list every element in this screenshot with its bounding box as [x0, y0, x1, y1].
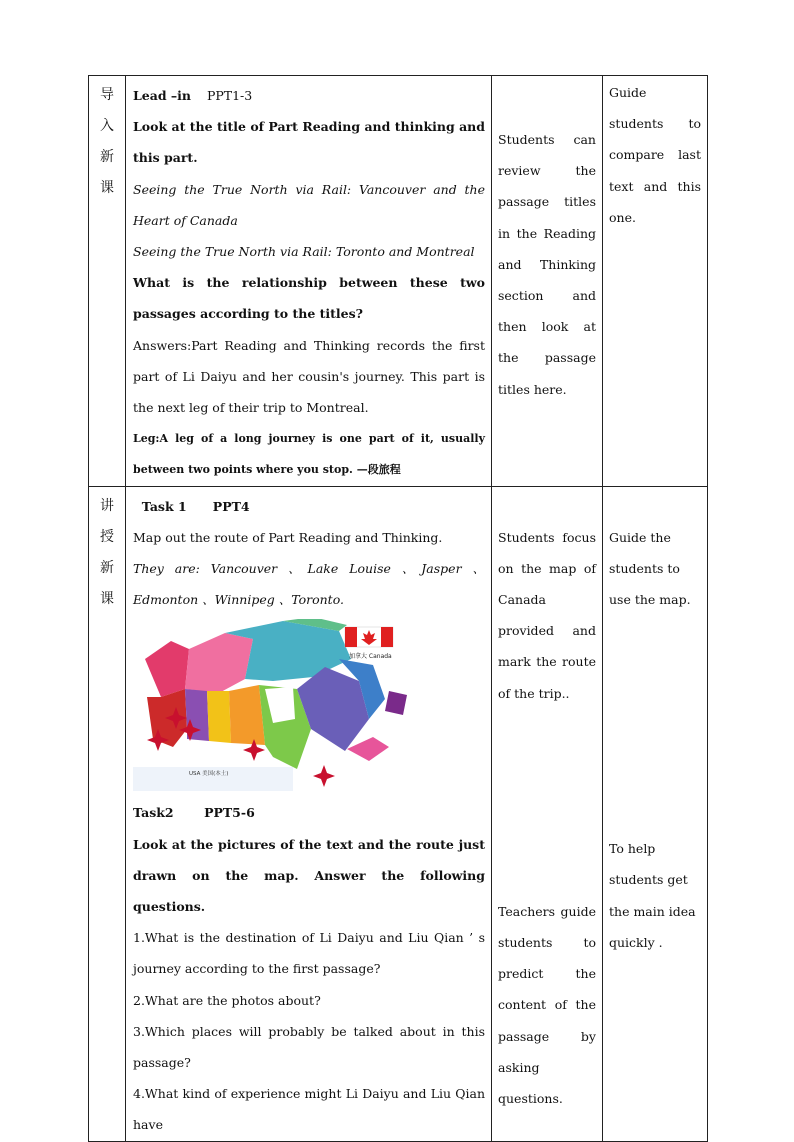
- map-region-saskatchewan: [207, 691, 231, 743]
- task1-heading: Task 1 PPT4: [141, 498, 250, 514]
- task2-instruction: Look at the pictures of the text and the route just drawn on the map. Answer the following questions.: [133, 836, 485, 915]
- lead-in-instruction: Look at the title of Part Reading and thinking and this part.: [133, 119, 485, 166]
- relationship-question: What is the relationship between these two passages according to the titles?: [133, 275, 485, 322]
- passage-title-1: Seeing the True North via Rail: Vancouver and the Heart of Canada: [133, 181, 485, 228]
- map-region-manitoba: [229, 685, 265, 745]
- student-activity-text: Students can review the passage titles in the Reading and Thinking section and then look at the passage titles here.: [498, 132, 596, 397]
- content-cell: [126, 486, 492, 1141]
- passage-title-2: Seeing the True North via Rail: Toronto and Montreal: [133, 244, 475, 260]
- canada-map-graphic: [133, 619, 429, 791]
- question-1: 1.What is the destination of Li Daiyu and Liu Qian ’ s journey according to the first passage?: [133, 930, 485, 977]
- canada-map: [133, 619, 429, 791]
- content-cell: [126, 76, 492, 487]
- lead-in-heading: Lead –in PPT1-3: [133, 88, 253, 103]
- task2-teacher-intent: To help students get the main idea quickly .: [609, 841, 696, 950]
- question-3: 3.Which places will probably be talked about in this passage?: [133, 1023, 485, 1071]
- map-region-newfoundland: [385, 691, 407, 715]
- student-activity-cell: [492, 486, 603, 1141]
- stage-label-lead-in: 导 入 新 课: [100, 87, 114, 196]
- canada-flag-icon: [345, 627, 393, 647]
- question-4: 4.What kind of experience might Li Daiyu and Liu Qian have: [133, 1086, 485, 1133]
- teacher-intent-cell: [603, 486, 708, 1141]
- stage-label-cell: [89, 486, 126, 1141]
- answer-text: Answers:Part Reading and Thinking records the first part of Li Daiyu and her cousin's journey. This part is the next leg of their trip to Montreal.: [133, 337, 485, 416]
- task1-instruction: Map out the route of Part Reading and Thinking.: [133, 529, 443, 545]
- task1-places: They are: Vancouver 、Lake Louise 、Jasper 、 Edmonton 、Winnipeg 、Toronto.: [133, 561, 485, 608]
- task2-student-activity: Teachers guide students to predict the content of the passage by asking questions.: [498, 903, 596, 1107]
- row-new-lesson: [89, 486, 708, 1141]
- flag-caption: 加拿大 Canada: [349, 653, 392, 661]
- lesson-plan-table: [88, 75, 708, 1142]
- stage-label-cell: [89, 76, 126, 487]
- task1-teacher-intent: Guide the students to use the map.: [609, 529, 691, 608]
- task1-student-activity: Students focus on the map of Canada provided and mark the route of the trip..: [498, 529, 596, 701]
- leg-definition: Leg:A leg of a long journey is one part of it, usually between two points where you stop. —段旅程: [133, 432, 485, 477]
- student-activity-cell: [492, 76, 603, 487]
- question-2: 2.What are the photos about?: [133, 992, 321, 1008]
- row-lead-in: [89, 76, 708, 487]
- stage-label-new-lesson: 讲 授 新 课: [100, 497, 114, 607]
- task2-heading: Task2 PPT5-6: [133, 805, 255, 821]
- teacher-intent-cell: [603, 76, 708, 487]
- teacher-intent-text: Guide students to compare last text and this one.: [609, 85, 701, 225]
- usa-label: USA 美国(本土): [189, 771, 229, 778]
